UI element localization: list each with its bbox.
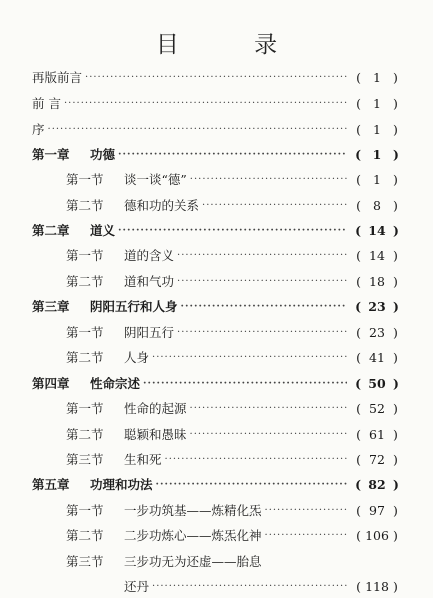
page-ref: ( 14 ) [350, 245, 404, 267]
dot-leader [265, 525, 347, 547]
page-ref: ( 8 ) [350, 195, 404, 217]
dot-leader [165, 449, 347, 471]
section-number: 第三节 [66, 452, 104, 467]
toc-entry-front[interactable] [32, 119, 404, 141]
section-number: 第一节 [66, 248, 104, 263]
section-number: 第一节 [66, 401, 104, 416]
chapter-number: 第五章 [32, 477, 70, 492]
chapter-number: 第二章 [32, 223, 70, 238]
dot-leader [190, 424, 347, 446]
toc-entry-chapter[interactable] [32, 220, 404, 242]
page-number: 52 [369, 401, 385, 416]
entry-title: 一步功筑基——炼精化炁 [124, 503, 262, 518]
entry-title: 聪颖和愚昧 [124, 427, 187, 442]
page-ref: ( 41 ) [350, 347, 404, 369]
section-number: 第二节 [66, 350, 104, 365]
entry-title: 性命的起源 [124, 401, 187, 416]
page-ref: ( 14 ) [350, 220, 404, 242]
entry-title: 生和死 [124, 452, 162, 467]
toc-entry-front[interactable] [32, 67, 404, 89]
entry-title: 功德 [90, 147, 116, 162]
page-number: 1 [373, 172, 381, 187]
page-number: 1 [372, 147, 382, 162]
page-ref: ( 1 ) [350, 144, 404, 166]
entry-title: 再版前言 [32, 70, 83, 85]
section-number: 第一节 [66, 172, 104, 187]
dot-leader [177, 245, 347, 267]
page-ref: ( 118 ) [350, 576, 404, 598]
section-number: 第二节 [66, 274, 104, 289]
entry-title: 阴阳五行和人身 [90, 299, 178, 314]
dot-leader [118, 144, 347, 166]
entry-title: 三步功无为还虚——胎息 [124, 554, 262, 569]
page-number: 61 [369, 427, 385, 442]
page-number: 106 [365, 528, 389, 543]
toc-entry-section[interactable] [66, 449, 404, 471]
page-ref: ( 106 ) [350, 525, 404, 547]
section-number: 第一节 [66, 325, 104, 340]
page-ref: ( 72 ) [350, 449, 404, 471]
toc-entry-chapter[interactable] [32, 144, 404, 166]
dot-leader [48, 119, 347, 141]
dot-leader [181, 296, 347, 318]
page-number: 23 [369, 325, 385, 340]
page-number: 14 [368, 223, 386, 238]
dot-leader [152, 347, 347, 369]
entry-title: 还丹 [124, 579, 150, 594]
entry-title: 二步功炼心——炼炁化神 [124, 528, 262, 543]
dot-leader [143, 373, 347, 395]
page-number: 72 [369, 452, 385, 467]
section-number: 第一节 [66, 503, 104, 518]
entry-title: 道的含义 [124, 248, 175, 263]
entry-title: 功理和功法 [90, 477, 153, 492]
toc-entry-section[interactable] [66, 424, 404, 446]
chapter-number: 第三章 [32, 299, 70, 314]
toc-entry-continuation[interactable] [124, 576, 404, 598]
page-number: 97 [369, 503, 385, 518]
dot-leader [152, 576, 347, 598]
dot-leader [177, 322, 347, 344]
chapter-number: 第一章 [32, 147, 70, 162]
dot-leader [64, 93, 347, 115]
entry-title: 道义 [90, 223, 116, 238]
section-number: 第三节 [66, 554, 104, 569]
dot-leader [177, 271, 347, 293]
chapter-number: 第四章 [32, 376, 70, 391]
toc-entry-section[interactable] [66, 322, 404, 344]
toc-entry-section[interactable] [66, 347, 404, 369]
page-number: 118 [365, 579, 389, 594]
section-number: 第二节 [66, 528, 104, 543]
toc-entry-chapter[interactable] [32, 474, 404, 496]
page-number: 8 [373, 198, 381, 213]
entry-title: 性命宗述 [90, 376, 141, 391]
dot-leader [85, 67, 347, 89]
toc-entry-section[interactable] [66, 245, 404, 267]
entry-title: 序 [32, 122, 45, 137]
toc-entry-section[interactable] [66, 271, 404, 293]
toc-entry-section[interactable] [66, 551, 404, 573]
dot-leader [156, 474, 347, 496]
toc-entry-section[interactable] [66, 169, 404, 191]
dot-leader [190, 169, 347, 191]
page-ref: ( 1 ) [350, 119, 404, 141]
page-ref: ( 18 ) [350, 271, 404, 293]
page-ref: ( 82 ) [350, 474, 404, 496]
section-number: 第二节 [66, 427, 104, 442]
toc-entry-section[interactable] [66, 398, 404, 420]
page-number: 82 [368, 477, 386, 492]
page-number: 18 [369, 274, 385, 289]
dot-leader [190, 398, 347, 420]
toc-entry-chapter[interactable] [32, 373, 404, 395]
toc-entry-section[interactable] [66, 525, 404, 547]
toc-entry-section[interactable] [66, 500, 404, 522]
page-number: 1 [373, 96, 381, 111]
page-ref: ( 23 ) [350, 322, 404, 344]
toc-entry-front[interactable] [32, 93, 404, 115]
page-ref: ( 61 ) [350, 424, 404, 446]
page-ref: ( 50 ) [350, 373, 404, 395]
toc-entry-section[interactable] [66, 195, 404, 217]
page-number: 1 [373, 70, 381, 85]
page-number: 50 [368, 376, 386, 391]
entry-title: 阴阳五行 [124, 325, 175, 340]
entry-title: 德和功的关系 [124, 198, 200, 213]
entry-title: 道和气功 [124, 274, 175, 289]
page-number: 41 [369, 350, 385, 365]
page-ref: ( 97 ) [350, 500, 404, 522]
dot-leader [202, 195, 347, 217]
page-number: 23 [368, 299, 386, 314]
entry-title: 前 言 [32, 96, 61, 111]
entry-title: 人身 [124, 350, 150, 365]
page-ref: ( 1 ) [350, 93, 404, 115]
section-number: 第二节 [66, 198, 104, 213]
toc-entry-chapter[interactable] [32, 296, 404, 318]
dot-leader [265, 500, 347, 522]
page-number: 14 [369, 248, 385, 263]
dot-leader [118, 220, 347, 242]
entry-title: 谈一谈“德” [124, 172, 187, 187]
page-title: 目 录 [155, 32, 312, 58]
page-ref: ( 52 ) [350, 398, 404, 420]
page-ref: ( 23 ) [350, 296, 404, 318]
page-ref: ( 1 ) [350, 67, 404, 89]
page-ref: ( 1 ) [350, 169, 404, 191]
page-number: 1 [373, 122, 381, 137]
